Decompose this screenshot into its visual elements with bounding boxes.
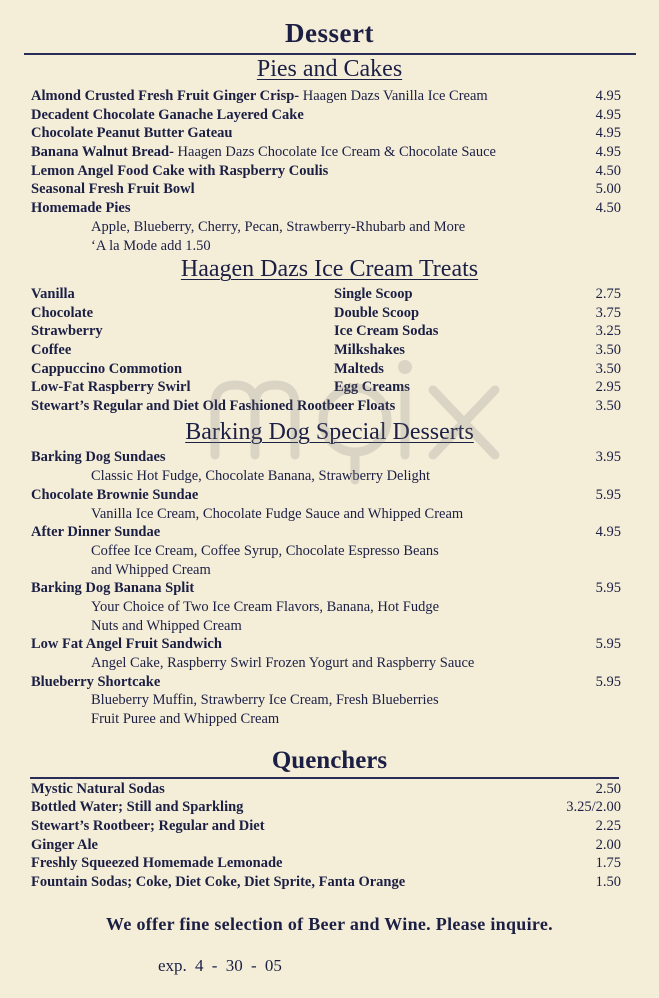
- menu-item: Homemade Pies 4.50: [31, 200, 621, 216]
- item-description: Fruit Puree and Whipped Cream: [91, 711, 280, 727]
- beer-wine-note: We offer fine selection of Beer and Wine. Please inquire.: [106, 914, 553, 934]
- item-description: Your Choice of Two Ice Cream Flavors, Banana, Hot Fudge: [91, 599, 440, 615]
- icecream-treat: Milkshakes: [334, 342, 405, 358]
- menu-item: Barking Dog Sundaes 3.95: [31, 449, 621, 465]
- watermark-logo: [205, 345, 505, 485]
- item-price: 3.75: [595, 305, 621, 321]
- item-description: Angel Cake, Raspberry Swirl Frozen Yogurt and Raspberry Sauce: [91, 655, 475, 671]
- icecream-treat: Single Scoop: [334, 286, 413, 302]
- item-price: 2.75: [595, 286, 621, 302]
- menu-item: Fountain Sodas; Coke, Diet Coke, Diet Sprite, Fanta Orange 1.50: [31, 874, 621, 890]
- icecream-treat: Ice Cream Sodas: [334, 323, 439, 339]
- item-price: 3.50: [595, 342, 621, 358]
- menu-item: Almond Crusted Fresh Fruit Ginger Crisp- Haagen Dazs Vanilla Ice Cream 4.95: [31, 88, 621, 104]
- item-description: Vanilla Ice Cream, Chocolate Fudge Sauce and Whipped Cream: [91, 506, 464, 522]
- menu-item: Low Fat Angel Fruit Sandwich 5.95: [31, 636, 621, 652]
- menu-item: Freshly Squeezed Homemade Lemonade 1.75: [31, 855, 621, 871]
- menu-item: Ginger Ale 2.00: [31, 837, 621, 853]
- section-heading-icecream: Haagen Dazs Ice Cream Treats: [180, 256, 479, 282]
- icecream-flavor: Low-Fat Raspberry Swirl: [31, 379, 191, 395]
- item-description: Apple, Blueberry, Cherry, Pecan, Strawberry-Rhubarb and More: [91, 219, 466, 235]
- item-description: Nuts and Whipped Cream: [91, 618, 242, 634]
- section-heading-pies: Pies and Cakes: [256, 56, 403, 82]
- menu-item: Barking Dog Banana Split 5.95: [31, 580, 621, 596]
- item-description: and Whipped Cream: [91, 562, 211, 578]
- icecream-treat: Egg Creams: [334, 379, 410, 395]
- menu-item: Lemon Angel Food Cake with Raspberry Coulis 4.50: [31, 163, 621, 179]
- menu-item: Banana Walnut Bread- Haagen Dazs Chocolate Ice Cream & Chocolate Sauce 4.95: [31, 144, 621, 160]
- item-price: 2.95: [595, 379, 621, 395]
- menu-item: Chocolate Peanut Butter Gateau 4.95: [31, 125, 621, 141]
- icecream-flavor: Coffee: [31, 342, 72, 358]
- menu-item: Chocolate Brownie Sundae 5.95: [31, 487, 621, 503]
- icecream-treat: Double Scoop: [334, 305, 420, 321]
- item-description: Blueberry Muffin, Strawberry Ice Cream, Fresh Blueberries: [91, 692, 439, 708]
- section-heading-special: Barking Dog Special Desserts: [185, 419, 474, 445]
- icecream-flavor: Strawberry: [31, 323, 103, 339]
- icecream-flavor: Chocolate: [31, 305, 94, 321]
- item-description: Coffee Ice Cream, Coffee Syrup, Chocolate Espresso Beans: [91, 543, 439, 559]
- menu-item: Blueberry Shortcake 5.95: [31, 674, 621, 690]
- item-description: Classic Hot Fudge, Chocolate Banana, Strawberry Delight: [91, 468, 431, 484]
- menu-item: Decadent Chocolate Ganache Layered Cake 4.95: [31, 107, 621, 123]
- item-price: 3.25: [595, 323, 621, 339]
- icecream-flavor: Cappuccino Commotion: [31, 361, 183, 377]
- icecream-treat: Malteds: [334, 361, 384, 377]
- menu-item: Stewart’s Regular and Diet Old Fashioned Rootbeer Floats 3.50: [31, 398, 621, 414]
- page-title: Dessert: [285, 18, 374, 48]
- expiration-date: exp. 4 - 30 - 05: [158, 956, 282, 975]
- section-heading-quenchers: Quenchers: [271, 747, 388, 774]
- menu-item: Seasonal Fresh Fruit Bowl 5.00: [31, 181, 621, 197]
- menu-item: Bottled Water; Still and Sparkling 3.25/2.00: [31, 799, 621, 815]
- menu-item: Mystic Natural Sodas 2.50: [31, 781, 621, 797]
- menu-item: After Dinner Sundae 4.95: [31, 524, 621, 540]
- title-rule: [24, 53, 636, 55]
- menu-item: Stewart’s Rootbeer; Regular and Diet 2.25: [31, 818, 621, 834]
- item-description: ‘A la Mode add 1.50: [91, 238, 211, 254]
- quenchers-rule: [30, 777, 619, 779]
- item-price: 3.50: [595, 361, 621, 377]
- icecream-flavor: Vanilla: [31, 286, 75, 302]
